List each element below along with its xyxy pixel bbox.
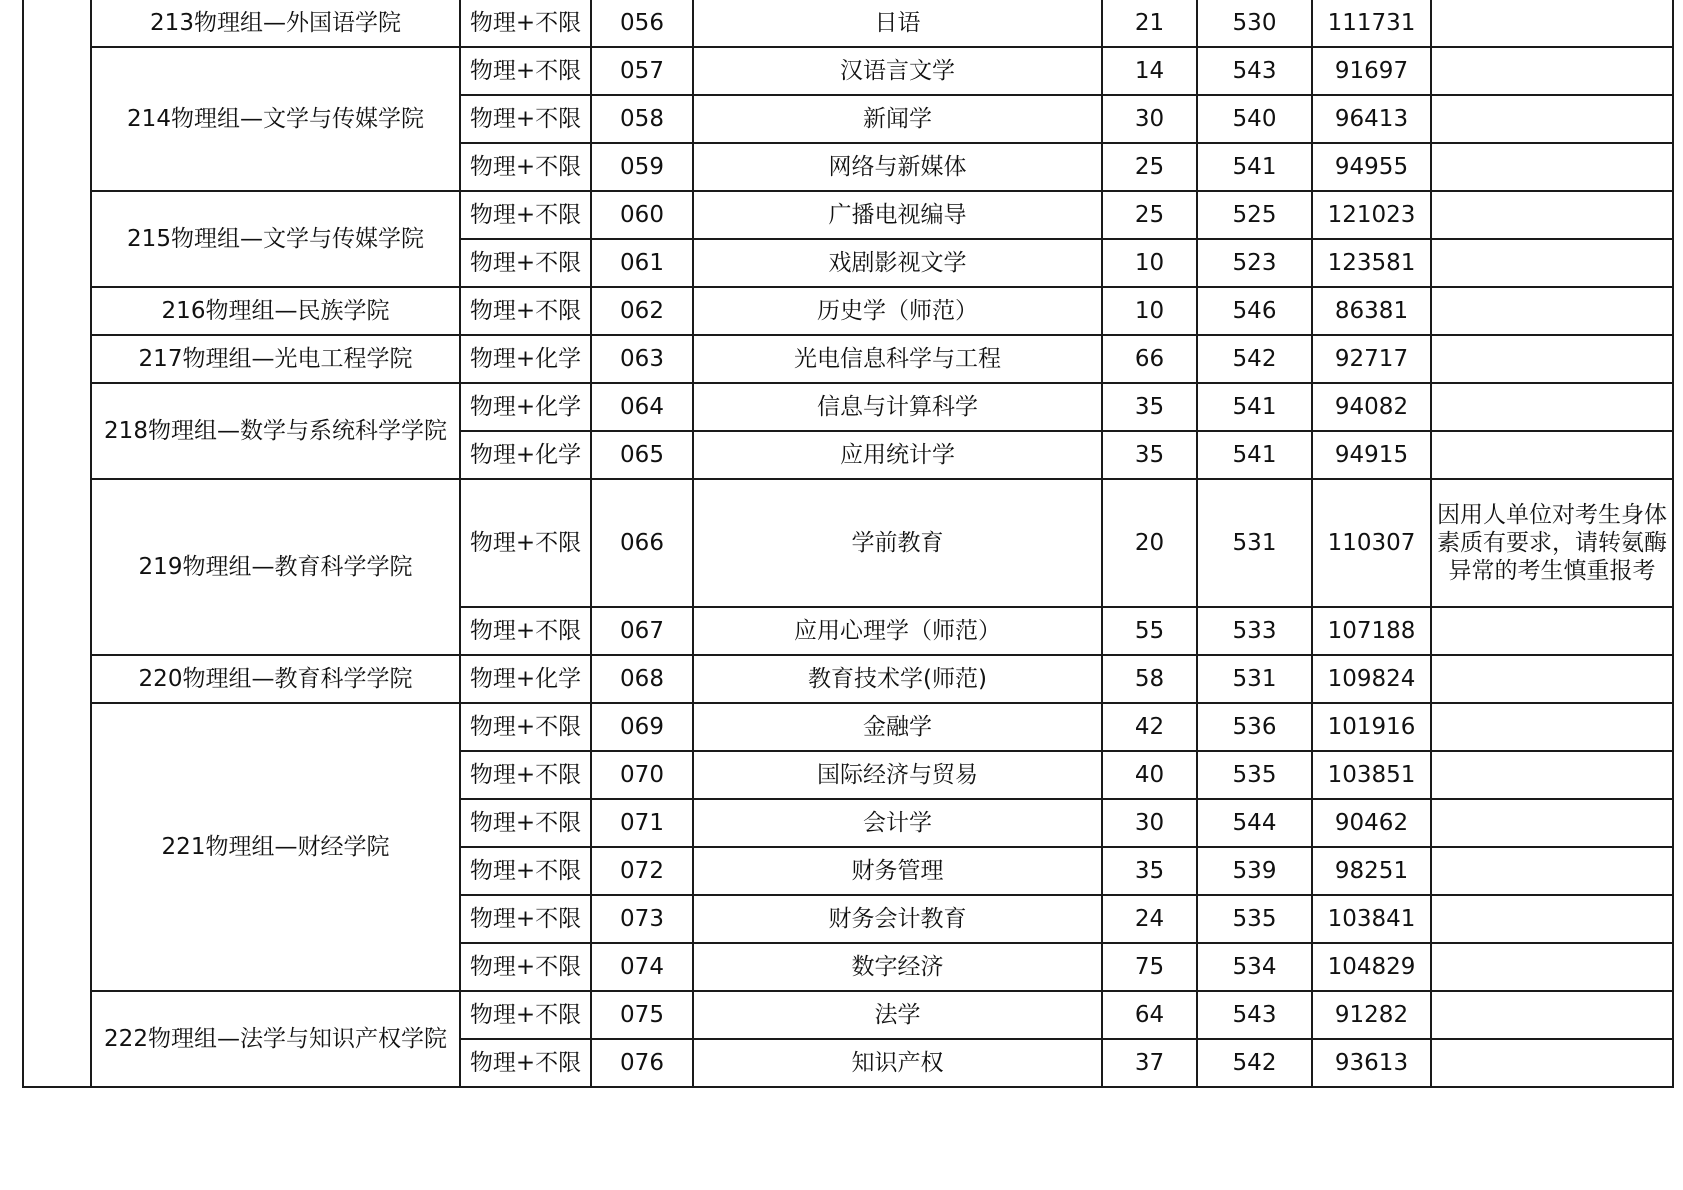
table-row [23,287,1673,335]
min-score-cell: 541 [1197,431,1312,479]
min-rank-cell: 96413 [1312,95,1431,143]
note-cell [1431,1039,1673,1087]
subject-requirement-cell: 物理+不限 [460,943,591,991]
min-score-cell: 535 [1197,751,1312,799]
subject-requirement-cell: 物理+不限 [460,191,591,239]
major-name-cell: 戏剧影视文学 [693,239,1102,287]
min-rank-cell: 109824 [1312,655,1431,703]
min-rank-cell: 111731 [1312,0,1431,47]
major-name-cell: 日语 [693,0,1102,47]
major-code-cell: 067 [591,607,693,655]
subject-requirement-cell: 物理+不限 [460,1039,591,1087]
min-rank-cell: 101916 [1312,703,1431,751]
plan-count-cell: 20 [1102,479,1197,607]
min-rank-cell: 103841 [1312,895,1431,943]
note-cell [1431,799,1673,847]
table-row [23,47,1673,95]
note-cell: 因用人单位对考生身体素质有要求，请转氨酶异常的考生慎重报考 [1431,479,1673,607]
min-score-cell: 540 [1197,95,1312,143]
min-score-cell: 534 [1197,943,1312,991]
major-name-cell: 会计学 [693,799,1102,847]
note-cell [1431,607,1673,655]
min-score-cell: 546 [1197,287,1312,335]
group-cell: 218物理组—数学与系统科学学院 [91,383,460,479]
min-score-cell: 533 [1197,607,1312,655]
major-code-cell: 070 [591,751,693,799]
major-code-cell: 071 [591,799,693,847]
admission-table [22,0,1674,1088]
min-rank-cell: 107188 [1312,607,1431,655]
table-row [23,383,1673,431]
major-name-cell: 新闻学 [693,95,1102,143]
table-row [23,479,1673,607]
note-cell [1431,335,1673,383]
note-cell [1431,191,1673,239]
group-cell: 213物理组—外国语学院 [91,0,460,47]
plan-count-cell: 40 [1102,751,1197,799]
table-row [23,0,1673,47]
plan-count-cell: 35 [1102,431,1197,479]
note-cell [1431,991,1673,1039]
min-score-cell: 530 [1197,0,1312,47]
min-score-cell: 525 [1197,191,1312,239]
min-rank-cell: 90462 [1312,799,1431,847]
major-code-cell: 075 [591,991,693,1039]
major-name-cell: 网络与新媒体 [693,143,1102,191]
major-code-cell: 074 [591,943,693,991]
min-rank-cell: 94082 [1312,383,1431,431]
subject-requirement-cell: 物理+不限 [460,479,591,607]
subject-requirement-cell: 物理+不限 [460,95,591,143]
note-cell [1431,751,1673,799]
subject-requirement-cell: 物理+不限 [460,143,591,191]
major-code-cell: 059 [591,143,693,191]
min-score-cell: 542 [1197,1039,1312,1087]
min-score-cell: 542 [1197,335,1312,383]
group-cell: 217物理组—光电工程学院 [91,335,460,383]
left-blank-column [23,0,91,1087]
table-row [23,655,1673,703]
min-rank-cell: 94915 [1312,431,1431,479]
major-name-cell: 财务管理 [693,847,1102,895]
min-rank-cell: 92717 [1312,335,1431,383]
note-cell [1431,287,1673,335]
table-row [23,991,1673,1039]
major-name-cell: 国际经济与贸易 [693,751,1102,799]
major-code-cell: 076 [591,1039,693,1087]
plan-count-cell: 10 [1102,239,1197,287]
subject-requirement-cell: 物理+不限 [460,847,591,895]
subject-requirement-cell: 物理+不限 [460,287,591,335]
major-code-cell: 063 [591,335,693,383]
major-name-cell: 应用心理学（师范） [693,607,1102,655]
min-rank-cell: 93613 [1312,1039,1431,1087]
min-score-cell: 536 [1197,703,1312,751]
note-cell [1431,895,1673,943]
plan-count-cell: 37 [1102,1039,1197,1087]
plan-count-cell: 30 [1102,799,1197,847]
subject-requirement-cell: 物理+不限 [460,991,591,1039]
subject-requirement-cell: 物理+化学 [460,655,591,703]
plan-count-cell: 66 [1102,335,1197,383]
note-cell [1431,943,1673,991]
min-score-cell: 544 [1197,799,1312,847]
major-name-cell: 历史学（师范） [693,287,1102,335]
min-rank-cell: 110307 [1312,479,1431,607]
plan-count-cell: 30 [1102,95,1197,143]
subject-requirement-cell: 物理+化学 [460,335,591,383]
plan-count-cell: 75 [1102,943,1197,991]
min-score-cell: 541 [1197,143,1312,191]
table-row [23,703,1673,751]
major-code-cell: 056 [591,0,693,47]
major-code-cell: 061 [591,239,693,287]
note-cell [1431,143,1673,191]
subject-requirement-cell: 物理+不限 [460,751,591,799]
major-code-cell: 060 [591,191,693,239]
note-cell [1431,95,1673,143]
group-cell: 215物理组—文学与传媒学院 [91,191,460,287]
min-score-cell: 539 [1197,847,1312,895]
min-rank-cell: 91282 [1312,991,1431,1039]
subject-requirement-cell: 物理+不限 [460,47,591,95]
min-rank-cell: 94955 [1312,143,1431,191]
plan-count-cell: 64 [1102,991,1197,1039]
plan-count-cell: 21 [1102,0,1197,47]
major-name-cell: 财务会计教育 [693,895,1102,943]
subject-requirement-cell: 物理+不限 [460,703,591,751]
major-name-cell: 学前教育 [693,479,1102,607]
plan-count-cell: 58 [1102,655,1197,703]
major-name-cell: 教育技术学(师范) [693,655,1102,703]
min-score-cell: 531 [1197,655,1312,703]
group-cell: 221物理组—财经学院 [91,703,460,991]
note-cell [1431,655,1673,703]
subject-requirement-cell: 物理+不限 [460,799,591,847]
major-code-cell: 065 [591,431,693,479]
min-score-cell: 531 [1197,479,1312,607]
major-name-cell: 法学 [693,991,1102,1039]
min-score-cell: 543 [1197,47,1312,95]
major-name-cell: 数字经济 [693,943,1102,991]
min-rank-cell: 86381 [1312,287,1431,335]
major-name-cell: 广播电视编导 [693,191,1102,239]
note-cell [1431,431,1673,479]
major-name-cell: 光电信息科学与工程 [693,335,1102,383]
group-cell: 220物理组—教育科学学院 [91,655,460,703]
min-score-cell: 523 [1197,239,1312,287]
plan-count-cell: 24 [1102,895,1197,943]
min-score-cell: 543 [1197,991,1312,1039]
note-cell [1431,703,1673,751]
subject-requirement-cell: 物理+化学 [460,383,591,431]
note-cell [1431,0,1673,47]
major-code-cell: 062 [591,287,693,335]
table-row [23,191,1673,239]
admission-table-page [22,0,1672,1088]
note-cell [1431,239,1673,287]
major-code-cell: 057 [591,47,693,95]
plan-count-cell: 55 [1102,607,1197,655]
major-code-cell: 073 [591,895,693,943]
subject-requirement-cell: 物理+不限 [460,895,591,943]
plan-count-cell: 42 [1102,703,1197,751]
note-cell [1431,383,1673,431]
group-cell: 219物理组—教育科学学院 [91,479,460,655]
plan-count-cell: 35 [1102,383,1197,431]
plan-count-cell: 25 [1102,143,1197,191]
min-rank-cell: 103851 [1312,751,1431,799]
subject-requirement-cell: 物理+不限 [460,239,591,287]
min-rank-cell: 91697 [1312,47,1431,95]
major-code-cell: 066 [591,479,693,607]
subject-requirement-cell: 物理+不限 [460,0,591,47]
major-name-cell: 应用统计学 [693,431,1102,479]
major-name-cell: 知识产权 [693,1039,1102,1087]
table-row [23,335,1673,383]
min-rank-cell: 123581 [1312,239,1431,287]
group-cell: 222物理组—法学与知识产权学院 [91,991,460,1087]
note-cell [1431,47,1673,95]
min-rank-cell: 104829 [1312,943,1431,991]
group-cell: 216物理组—民族学院 [91,287,460,335]
group-cell: 214物理组—文学与传媒学院 [91,47,460,191]
major-name-cell: 信息与计算科学 [693,383,1102,431]
major-name-cell: 金融学 [693,703,1102,751]
note-cell [1431,847,1673,895]
min-rank-cell: 98251 [1312,847,1431,895]
subject-requirement-cell: 物理+不限 [460,607,591,655]
plan-count-cell: 25 [1102,191,1197,239]
min-rank-cell: 121023 [1312,191,1431,239]
major-code-cell: 064 [591,383,693,431]
plan-count-cell: 35 [1102,847,1197,895]
major-code-cell: 072 [591,847,693,895]
subject-requirement-cell: 物理+化学 [460,431,591,479]
plan-count-cell: 14 [1102,47,1197,95]
major-name-cell: 汉语言文学 [693,47,1102,95]
major-code-cell: 069 [591,703,693,751]
min-score-cell: 535 [1197,895,1312,943]
major-code-cell: 068 [591,655,693,703]
plan-count-cell: 10 [1102,287,1197,335]
major-code-cell: 058 [591,95,693,143]
min-score-cell: 541 [1197,383,1312,431]
